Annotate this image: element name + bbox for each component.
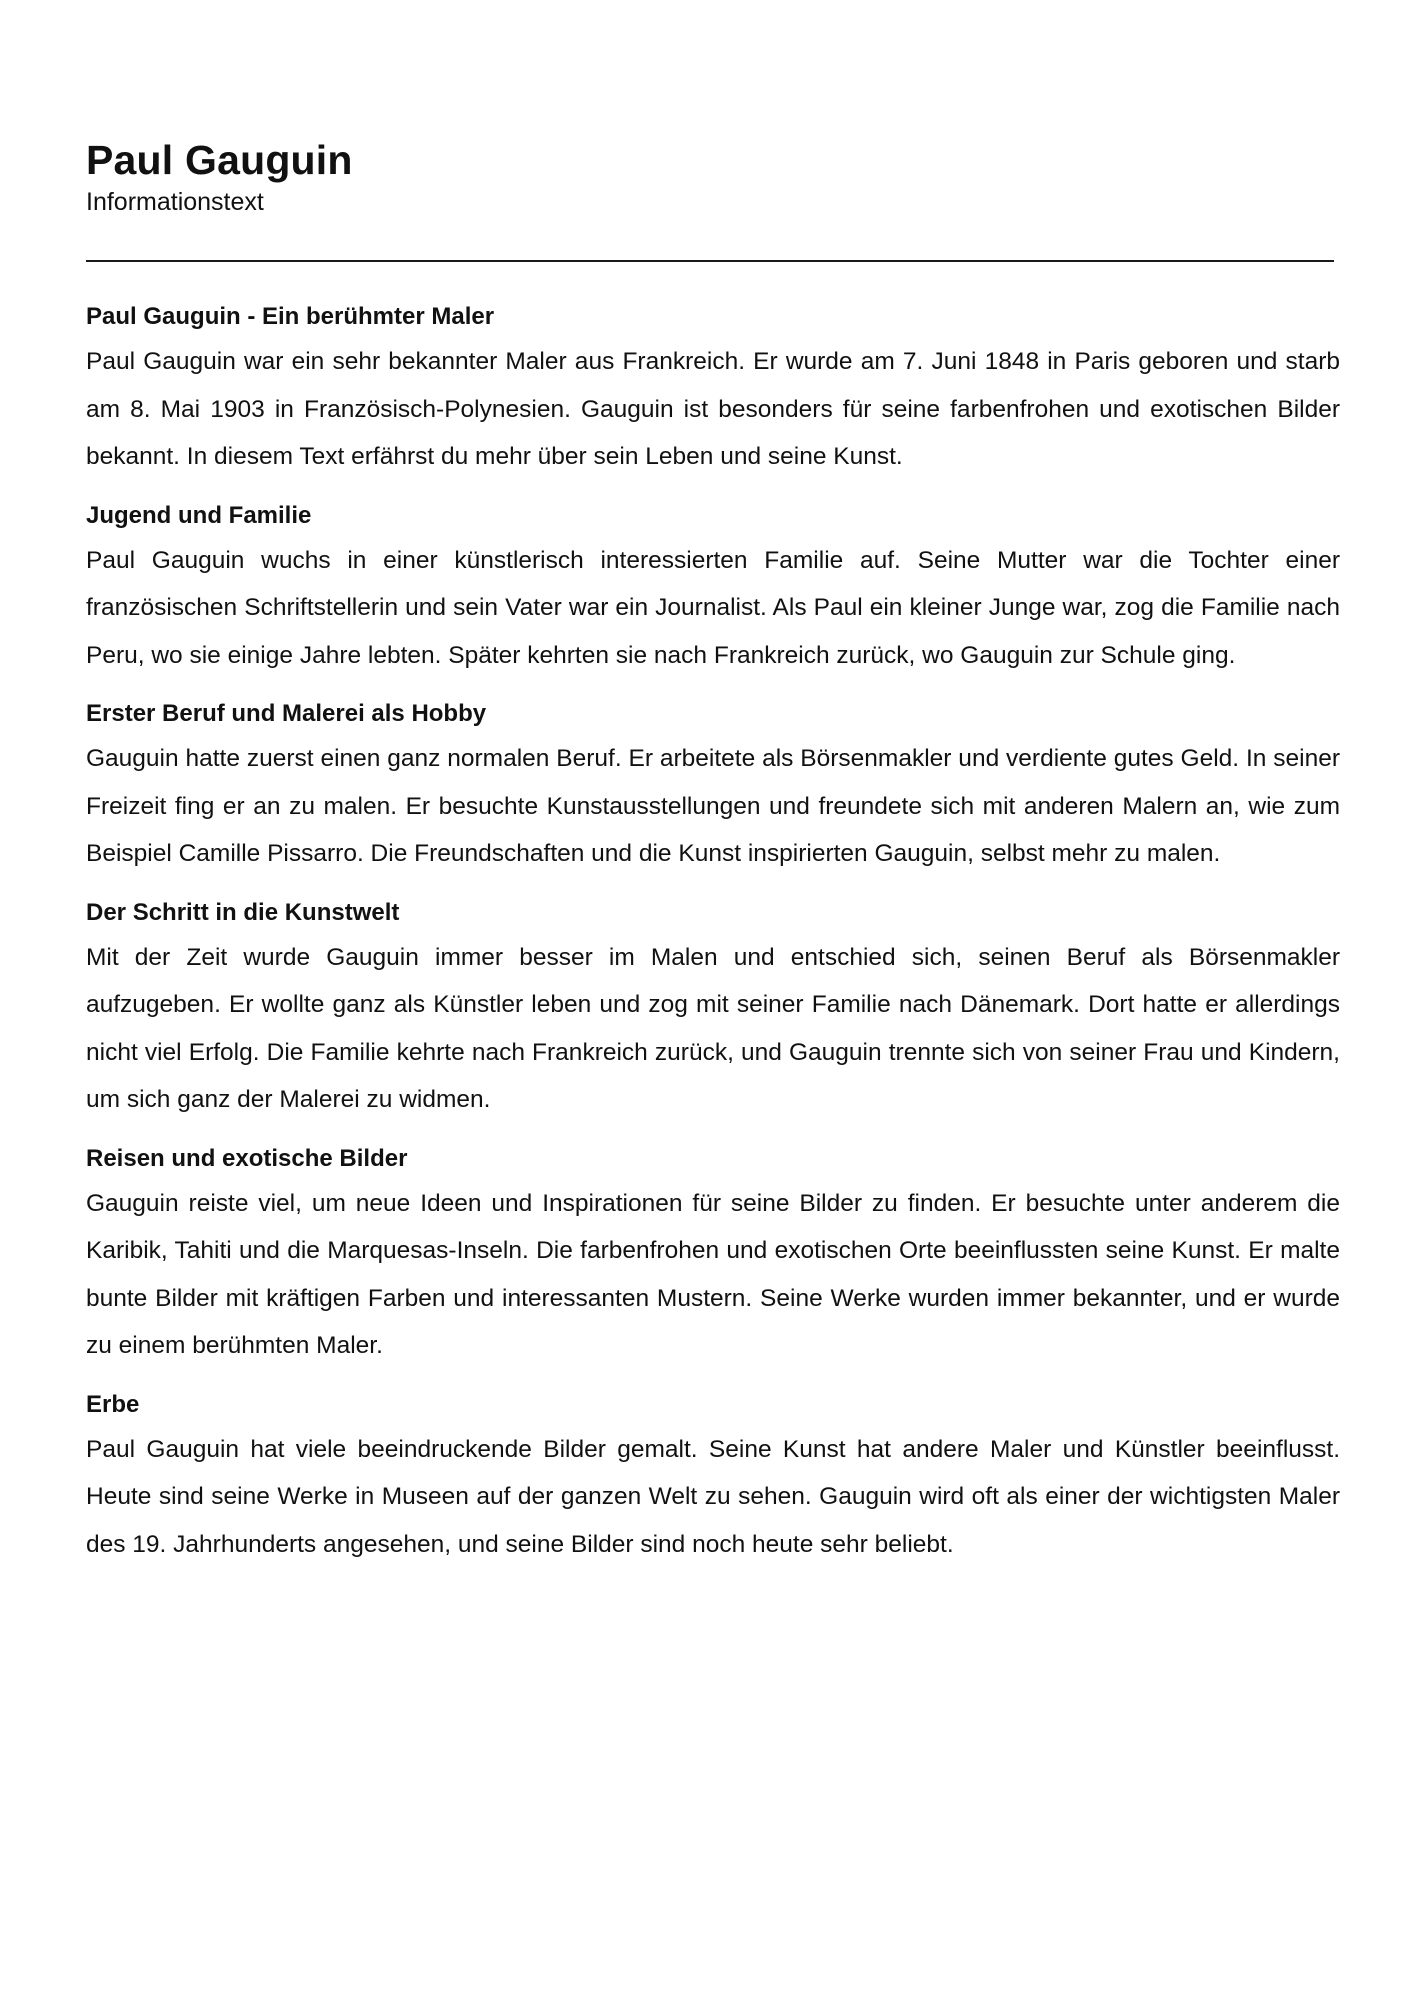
section-youth-family: [86, 499, 1340, 680]
page-title: Paul Gauguin: [86, 137, 353, 183]
section-heading: Der Schritt in die Kunstwelt: [86, 898, 400, 926]
content-sections: [86, 300, 1340, 1568]
section-art-world: [86, 896, 1340, 1124]
section-paragraph: Paul Gauguin war ein sehr bekannter Maler aus Frankreich. Er wurde am 7. Juni 1848 in Paris geboren und starb am 8. Mai 1903 in Französisch-Polynesien. Gauguin ist besonders für seine farbenfrohen und exotischen Bilder bekannt. In diesem Text erfährst du mehr über sein Leben und seine Kunst.: [86, 348, 1340, 470]
section-paragraph: Mit der Zeit wurde Gauguin immer besser im Malen und entschied sich, seinen Beruf als Börsenmakler aufzugeben. Er wollte ganz als Künstler leben und zog mit seiner Familie nach Dänemark. Dort hatte er allerdings nicht viel Erfolg. Die Familie kehrte nach Frankreich zurück, und Gauguin trennte sich von seiner Frau und Kindern, um sich ganz der Malerei zu widmen.: [86, 943, 1340, 1113]
section-heading: Erbe: [86, 1390, 140, 1418]
section-intro: [86, 300, 1340, 481]
page-subtitle: Informationstext: [86, 188, 264, 216]
section-paragraph: Gauguin reiste viel, um neue Ideen und Inspirationen für seine Bilder zu finden. Er besuchte unter anderem die Karibik, Tahiti und die Marquesas-Inseln. Die farbenfrohen und exotischen Orte beeinflussten seine Kunst. Er malte bunte Bilder mit kräftigen Farben und interessanten Mustern. Seine Werke wurden immer bekannter, und er wurde zu einem berühmten Maler.: [86, 1189, 1340, 1359]
section-heading: Jugend und Familie: [86, 501, 312, 529]
section-legacy: [86, 1388, 1340, 1569]
section-first-career: [86, 697, 1340, 878]
section-paragraph: Gauguin hatte zuerst einen ganz normalen Beruf. Er arbeitete als Börsenmakler und verdiente gutes Geld. In seiner Freizeit fing er an zu malen. Er besuchte Kunstausstellungen und freundete sich mit anderen Malern an, wie zum Beispiel Camille Pissarro. Die Freundschaften und die Kunst inspirierten Gauguin, selbst mehr zu malen.: [86, 745, 1340, 867]
section-paragraph: Paul Gauguin hat viele beeindruckende Bilder gemalt. Seine Kunst hat andere Maler und Künstler beeinflusst. Heute sind seine Werke in Museen auf der ganzen Welt zu sehen. Gauguin wird oft als einer der wichtigsten Maler des 19. Jahrhunderts angesehen, und seine Bilder sind noch heute sehr beliebt.: [86, 1435, 1340, 1558]
section-heading: Paul Gauguin - Ein berühmter Maler: [86, 303, 495, 330]
section-travels: [86, 1142, 1340, 1370]
section-paragraph: Paul Gauguin wuchs in einer künstlerisch interessierten Familie auf. Seine Mutter war die Tochter einer französischen Schriftstellerin und sein Vater war ein Journalist. Als Paul ein kleiner Junge war, zog die Familie nach Peru, wo sie einige Jahre lebten. Später kehrten sie nach Frankreich zurück, wo Gauguin zur Schule ging.: [86, 546, 1340, 669]
title-divider: [86, 260, 1334, 262]
section-heading: Erster Beruf und Malerei als Hobby: [86, 700, 487, 727]
section-heading: Reisen und exotische Bilder: [86, 1144, 408, 1172]
